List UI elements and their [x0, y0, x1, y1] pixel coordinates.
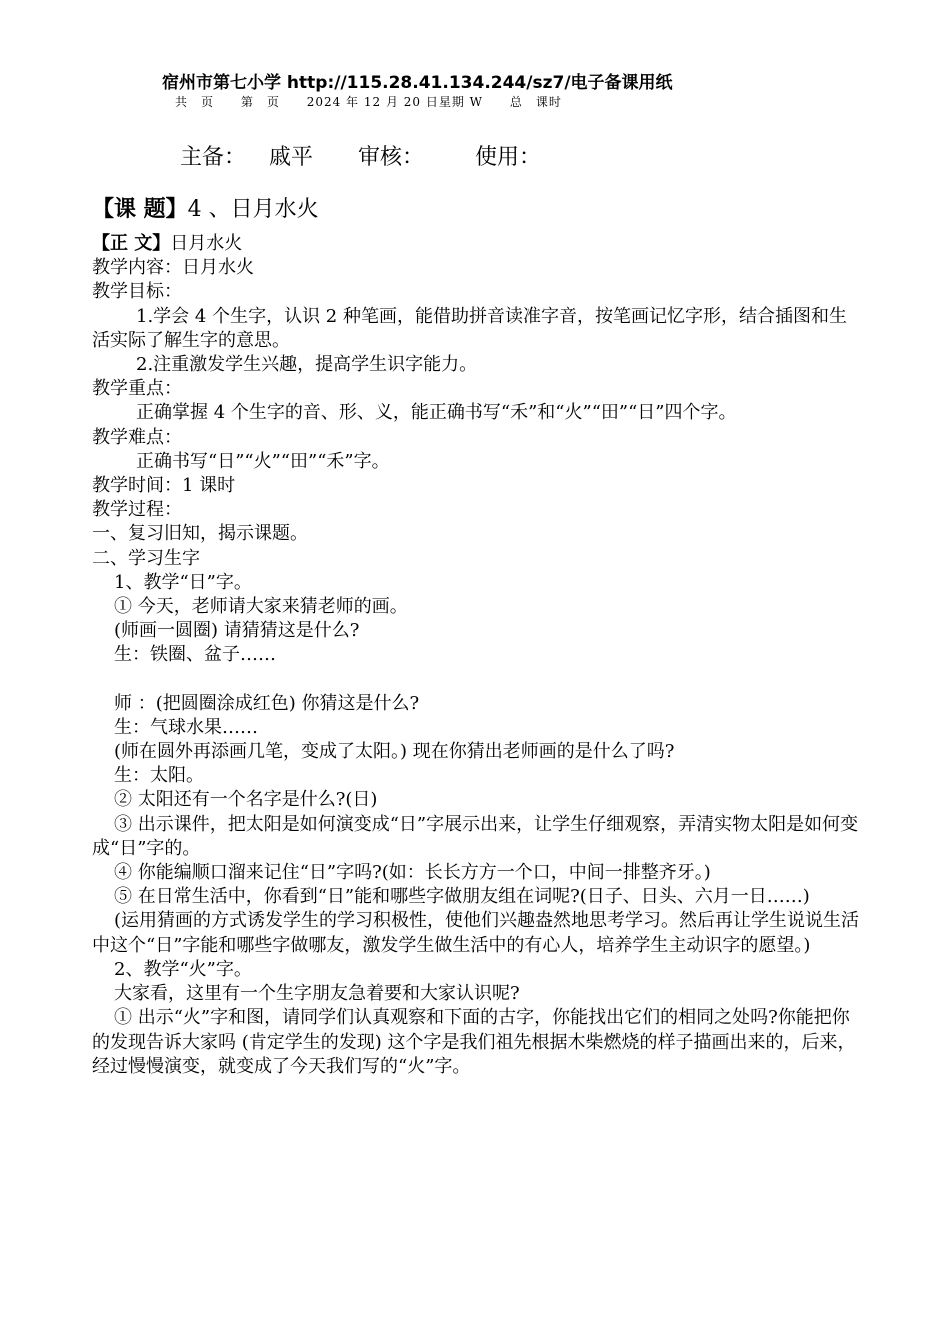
page-header-title: 宿州市第七小学 http://115.28.41.134.244/sz7/电子备课用纸 [162, 73, 673, 93]
body-line: 教学内容：日月水火 [92, 257, 254, 279]
body-line: 师 ：(把圆圈涂成红色) 你猜这是什么? [114, 692, 420, 714]
body-line: 教学过程： [92, 499, 182, 521]
body-line: 教学难点： [92, 426, 182, 448]
body-line: (运用猜画的方式诱发学生的学习积极性，使他们兴趣盎然地思考学习。然后再让学生说说生活中这个“日”字能和哪些字做哪友，激发学生做生活中的有心人，培养学生主动识字的愿望。) [92, 910, 860, 956]
body-line: 生：铁圈、盆子…… [114, 644, 276, 666]
authors-line [180, 140, 541, 171]
date: 2024 年 12 月 20 日星期 W [306, 95, 483, 109]
body-line: 正确书写“日”“火”“田”“禾”字。 [136, 450, 390, 472]
body-line [92, 232, 862, 256]
body-line: 教学时间：1 课时 [92, 475, 236, 497]
body-line: 2、教学“火”字。 [114, 958, 252, 980]
lesson-topic [92, 192, 319, 223]
main-preparer-label: 主备： [180, 145, 247, 170]
body-line: ① 今天，老师请大家来猜老师的画。 [114, 596, 408, 618]
body-line: ④ 你能编顺口溜来记住“日”字吗?(如：长长方方一个口，中间一排整齐牙。) [114, 862, 711, 884]
total-pages: 共 页 [175, 95, 215, 109]
page-header-meta [175, 93, 584, 110]
body-line: (师在圆外再添画几笔，变成了太阳。) 现在你猜出老师画的是什么了吗? [114, 741, 675, 763]
body-line: 生：太阳。 [114, 765, 204, 787]
page-number: 第 页 [240, 95, 280, 109]
body-section-label: 【正 文】 [92, 233, 171, 254]
blank-line [92, 668, 862, 692]
body-line: ⑤ 在日常生活中，你看到“日”能和哪些字做朋友组在词呢?(日子、日头、六月一日……) [114, 886, 810, 908]
topic-label: 【课 题】 [92, 196, 188, 222]
reviewer-label: 审核： [358, 145, 425, 170]
total-lessons: 总 课时 [509, 95, 562, 109]
body-line: 2.注重激发学生兴趣，提高学生识字能力。 [136, 354, 478, 376]
body-line: (师画一圆圈) 请猜猜这是什么? [114, 620, 360, 642]
main-preparer-name: 戚平 [269, 145, 314, 170]
body-line: 生：气球水果…… [114, 716, 258, 738]
topic-text: 4 、日月水火 [187, 197, 319, 222]
body-line: ② 太阳还有一个名字是什么?(日) [114, 789, 378, 811]
body-line: ③ 出示课件，把太阳是如何演变成“日”字展示出来，让学生仔细观察，弄清实物太阳是如何变成“日”字的。 [92, 813, 859, 859]
body-line: 教学重点： [92, 378, 182, 400]
body-section-text: 日月水火 [170, 233, 243, 254]
body-line: 二、学习生字 [92, 547, 200, 569]
body-line: 1、教学“日”字。 [114, 571, 252, 593]
user-label: 使用： [475, 145, 542, 170]
body-line: 正确掌握 4 个生字的音、形、义，能正确书写“禾”和“火”“田”“日”四个字。 [136, 402, 737, 424]
body-line: 1.学会 4 个生字，认识 2 种笔画，能借助拼音读准字音，按笔画记忆字形，结合插图和生活实际了解生字的意思。 [92, 305, 847, 351]
body-line: 教学目标： [92, 281, 182, 303]
body-line: ① 出示“火”字和图，请同学们认真观察和下面的古字，你能找出它们的相同之处吗?你能把你的发现告诉大家吗 (肯定学生的发现) 这个字是我们祖先根据木柴燃烧的样子描画出来的，后来，经过慢慢演变，就变成了今天我们写的“火”字。 [92, 1007, 856, 1077]
body-line: 大家看，这里有一个生字朋友急着要和大家认识呢? [114, 983, 520, 1005]
body-line: 一、复习旧知，揭示课题。 [92, 523, 308, 545]
lesson-body [92, 232, 862, 1079]
